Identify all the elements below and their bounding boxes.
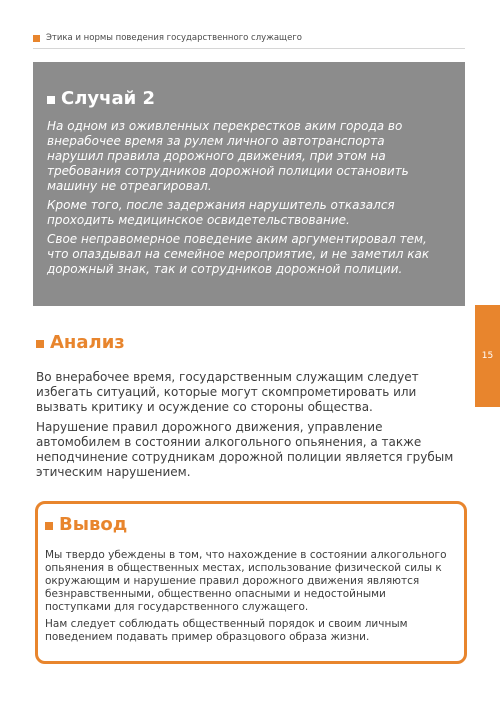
case-box bbox=[33, 62, 465, 306]
case-title: Случай 2 bbox=[61, 88, 156, 109]
analysis-title: Анализ bbox=[50, 332, 125, 353]
conclusion-box bbox=[35, 501, 467, 664]
case-paragraph-2: Кроме того, после задержания нарушитель отказался проходить медицинское освидетельствование. bbox=[47, 198, 395, 227]
analysis-paragraph-1: Во внерабочее время, государственным служащим следует избегать ситуаций, которые могут скомпрометировать или вызвать критику и осуждение со стороны общества. bbox=[36, 370, 419, 414]
page-number-tab bbox=[475, 305, 500, 407]
case-paragraph-1: На одном из оживленных перекрестков аким города во внерабочее время за рулем личного автотранспорта нарушил правила дорожного движения, при этом на требования сотрудников дорожной полиции остановить машину не отреагировал. bbox=[47, 119, 409, 193]
conclusion-paragraph-2: Нам следует соблюдать общественный порядок и своим личным поведением подавать пример образцового образа жизни. bbox=[45, 618, 408, 643]
case-paragraph-3: Свое неправомерное поведение аким аргументировал тем, что опаздывал на семейное мероприятие, и не заметил как дорожный знак, так и сотрудников дорожной полиции. bbox=[47, 232, 430, 276]
analysis-paragraph-2: Нарушение правил дорожного движения, управление автомобилем в состоянии алкогольного опьянения, а также неподчинение сотрудникам дорожной полиции является грубым этическим нарушением. bbox=[36, 420, 454, 479]
conclusion-paragraph-1: Мы твердо убеждены в том, что нахождение в состоянии алкогольного опьянения в общественных местах, использование физической силы к окружающим и нарушение правил дорожного движения являются безнравственными, общественно опасными и недостойными поступками для государственного служащего. bbox=[45, 549, 447, 613]
header-divider bbox=[33, 48, 465, 49]
orange-square-icon bbox=[33, 35, 40, 42]
orange-square-icon bbox=[45, 522, 53, 530]
running-header bbox=[33, 33, 302, 43]
running-header-title: Этика и нормы поведения государственного служащего bbox=[46, 33, 302, 43]
case-heading bbox=[47, 88, 443, 109]
white-square-icon bbox=[47, 96, 55, 104]
page-number: 15 bbox=[481, 351, 494, 361]
analysis-heading bbox=[36, 332, 125, 353]
analysis-body bbox=[36, 370, 466, 485]
orange-square-icon bbox=[36, 340, 44, 348]
conclusion-heading bbox=[45, 514, 454, 535]
conclusion-title: Вывод bbox=[59, 514, 128, 535]
